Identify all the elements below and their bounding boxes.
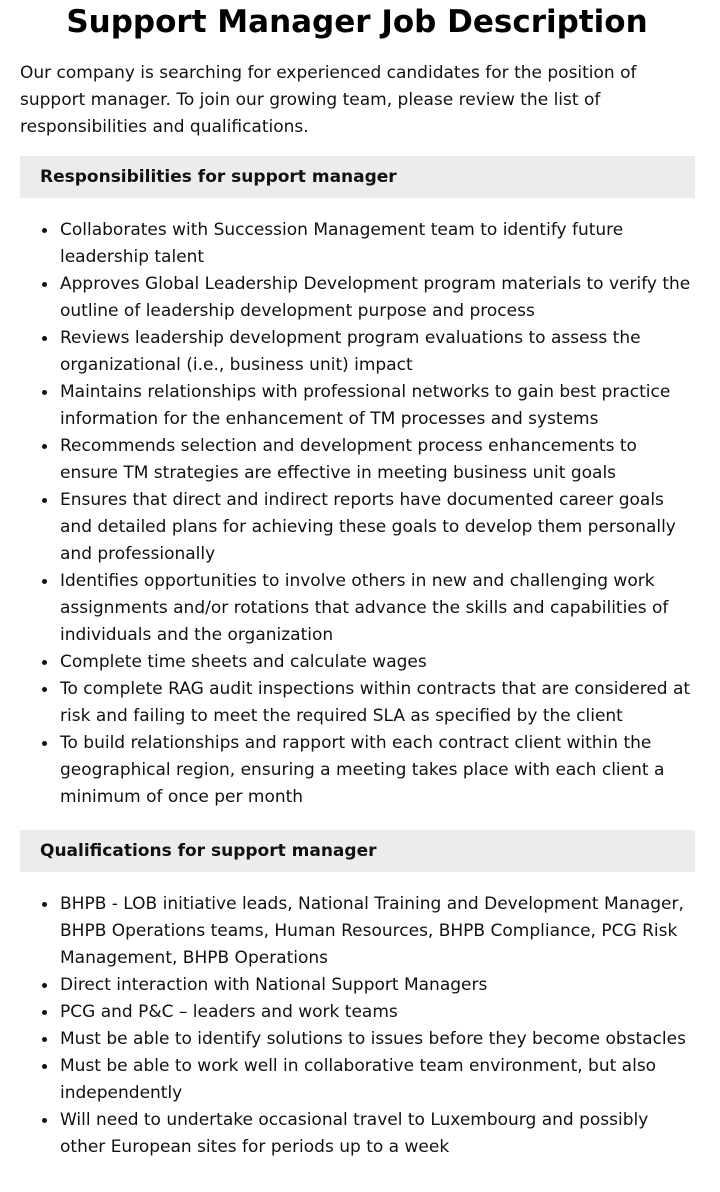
responsibility-item: To complete RAG audit inspections within contracts that are considered at risk and failing to meet the required SLA as specified by the client (60, 676, 695, 730)
responsibilities-heading: Responsibilities for support manager (20, 156, 695, 198)
qualification-item: PCG and P&C – leaders and work teams (60, 999, 695, 1026)
responsibility-item: Maintains relationships with professional networks to gain best practice information for the enhancement of TM processes and systems (60, 379, 695, 433)
qualification-item: Must be able to identify solutions to issues before they become obstacles (60, 1026, 695, 1053)
page-title: Support Manager Job Description (66, 4, 648, 40)
qualification-item: Will need to undertake occasional travel to Luxembourg and possibly other European sites for periods up to a week (60, 1107, 695, 1161)
qualification-item: BHPB - LOB initiative leads, National Training and Development Manager, BHPB Operations teams, Human Resources, BHPB Compliance, PCG Risk Management, BHPB Operations (60, 891, 695, 972)
qualification-item: Must be able to work well in collaborative team environment, but also independently (60, 1053, 695, 1107)
responsibility-item: Ensures that direct and indirect reports have documented career goals and detailed plans for achieving these goals to develop them personally and professionally (60, 487, 695, 568)
responsibility-item: To build relationships and rapport with each contract client within the geographical region, ensuring a meeting takes place with each client a minimum of once per month (60, 730, 695, 811)
intro-paragraph: Our company is searching for experienced candidates for the position of support manager. To join our growing team, please review the list of responsibilities and qualifications. (20, 63, 637, 137)
responsibility-item: Collaborates with Succession Management team to identify future leadership talent (60, 217, 695, 271)
responsibility-item: Identifies opportunities to involve others in new and challenging work assignments and/or rotations that advance the skills and capabilities of individuals and the organization (60, 568, 695, 649)
responsibility-item: Reviews leadership development program evaluations to assess the organizational (i.e., business unit) impact (60, 325, 695, 379)
responsibility-item: Recommends selection and development process enhancements to ensure TM strategies are effective in meeting business unit goals (60, 433, 695, 487)
responsibility-item: Approves Global Leadership Development program materials to verify the outline of leadership development purpose and process (60, 271, 695, 325)
responsibilities-list (20, 217, 695, 811)
qualification-item: Direct interaction with National Support Managers (60, 972, 695, 999)
qualifications-heading: Qualifications for support manager (20, 830, 695, 872)
responsibility-item: Complete time sheets and calculate wages (60, 649, 695, 676)
qualifications-list (20, 891, 695, 1161)
